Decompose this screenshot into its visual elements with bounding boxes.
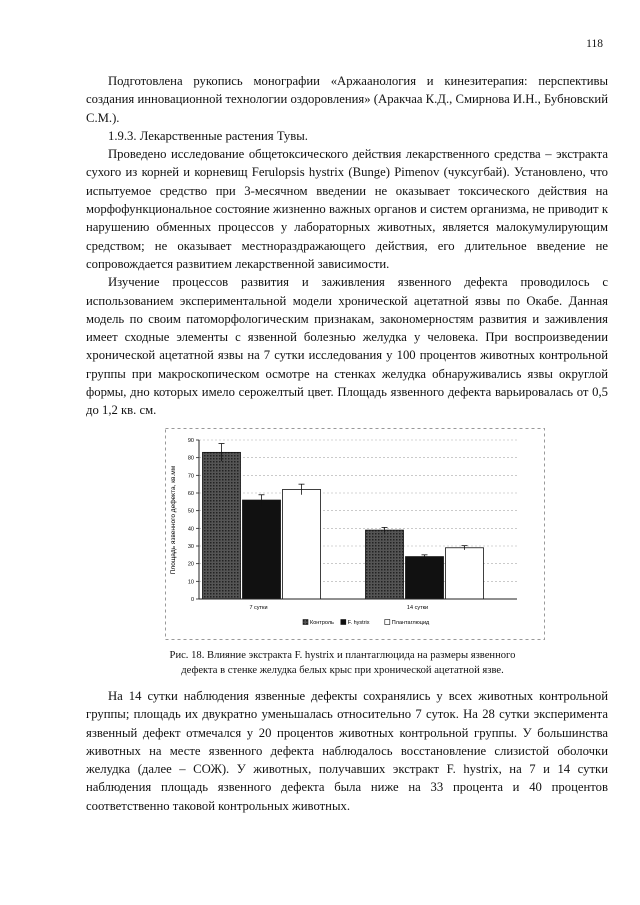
y-tick-label: 0 <box>190 597 194 603</box>
y-tick-label: 80 <box>187 455 194 462</box>
x-tick-label: 7 сутки <box>249 605 268 611</box>
legend-swatch <box>385 620 390 625</box>
y-tick-label: 60 <box>187 491 194 497</box>
bar-Контроль-7 сутки <box>203 452 241 599</box>
legend-swatch <box>341 620 346 625</box>
bar-F. hystrix-7 сутки <box>243 500 281 599</box>
y-tick-label: 90 <box>187 438 194 444</box>
chart-legend <box>303 620 430 627</box>
figure-chart <box>165 428 545 640</box>
chart-bars <box>203 444 484 599</box>
bar-Плантаглюцид-14 сутки <box>446 548 484 599</box>
section-heading: 1.9.3. Лекарственные растения Тувы. <box>108 128 308 143</box>
bar-Контроль-14 сутки <box>366 530 404 599</box>
y-tick-label: 70 <box>187 473 194 480</box>
page-number: 118 <box>586 38 603 50</box>
caption-line-2: дефекта в стенке желудка белых крыс при хронической ацетатной язве. <box>181 664 504 676</box>
caption-line-1: Рис. 18. Влияние экстракта F. hystrix и плантаглюцида на размеры язвенного <box>169 650 516 661</box>
body-text-bottom <box>86 687 608 815</box>
paragraph-toxicity: Проведено исследование общетоксического действия лекарственного средства – экстракта сухого из корней и корневищ Ferulopsis hystrix (Bunge) Pimenov (чуксугбай). Установлено, что испытуемое средство при 3-месячном введении не оказывает токсического действия на морфофункциональное состояние жизненно важных органов и систем организма, не приводит к нарушению обменных процессов у лабораторных животных, является малокумулирующим средством; не оказывает местнораздражающего действия, его длительное введение не сопровождается развитием лекарственной зависимости. <box>86 147 608 271</box>
y-tick-label: 10 <box>187 579 194 586</box>
y-tick-label: 50 <box>187 508 194 515</box>
y-tick-label: 30 <box>187 544 194 550</box>
legend-label: F. hystrix <box>347 620 370 626</box>
x-tick-label: 14 сутки <box>406 605 429 611</box>
paragraph-ulcer-model: Изучение процессов развития и заживления язвенного дефекта проводилось с использованием экспериментальной модели хронической ацетатной язвы по Окабе. Данная модель по своим патоморфологическим признакам, закономерностям развития и заживления имеет сходные элементы с язвенной болезнью желудка у человека. При воспроизведении хронической ацетатной язвы на 7 сутки исследования у 100 процентов животных контрольной группы при макроскопическом осмотре на стенках желудка обнаруживались язвы округлой формы, дно которых имело серожелтый цвет. Площадь язвенного дефекта варьировалась от 0,5 до 1,2 кв. см. <box>86 275 608 418</box>
legend-label: Контроль <box>310 620 334 626</box>
paragraph-monograph: Подготовлена рукопись монографии «Аржаанология и кинезитерапия: перспективы создания инновационной технологии оздоровления» (Аракчаа К.Д., Смирнова И.Н., Бубновский С.М.). <box>86 74 608 125</box>
figure-caption <box>120 649 565 678</box>
y-tick-label: 40 <box>187 526 194 533</box>
bar-chart <box>165 428 545 640</box>
y-axis <box>188 438 199 603</box>
y-tick-label: 20 <box>187 561 194 568</box>
bar-Плантаглюцид-7 сутки <box>283 489 321 599</box>
bar-F. hystrix-14 сутки <box>406 557 444 599</box>
body-text-top <box>86 72 608 420</box>
paragraph-results: На 14 сутки наблюдения язвенные дефекты сохранялись у всех животных контрольной группы; площадь их двукратно уменьшалась относительно 7 суток. На 28 сутки эксперимента язвенный дефект отмечался у 20 процентов животных контрольной группы. У большинства животных на месте язвенного дефекта наблюдалось восстановление слизистой оболочки желудка (далее – СОЖ). У животных, получавших экстракт F. hystrix, на 7 и 14 сутки наблюдения площадь язвенного дефекта была ниже на 33 процента и 40 процентов соответственно таковой контрольных животных. <box>86 689 608 813</box>
legend-swatch <box>303 620 308 625</box>
x-axis <box>199 599 517 611</box>
legend-label: Плантаглюцид <box>391 620 430 626</box>
y-axis-label: Площадь язвенного дефекта, кв.мм <box>170 465 177 575</box>
